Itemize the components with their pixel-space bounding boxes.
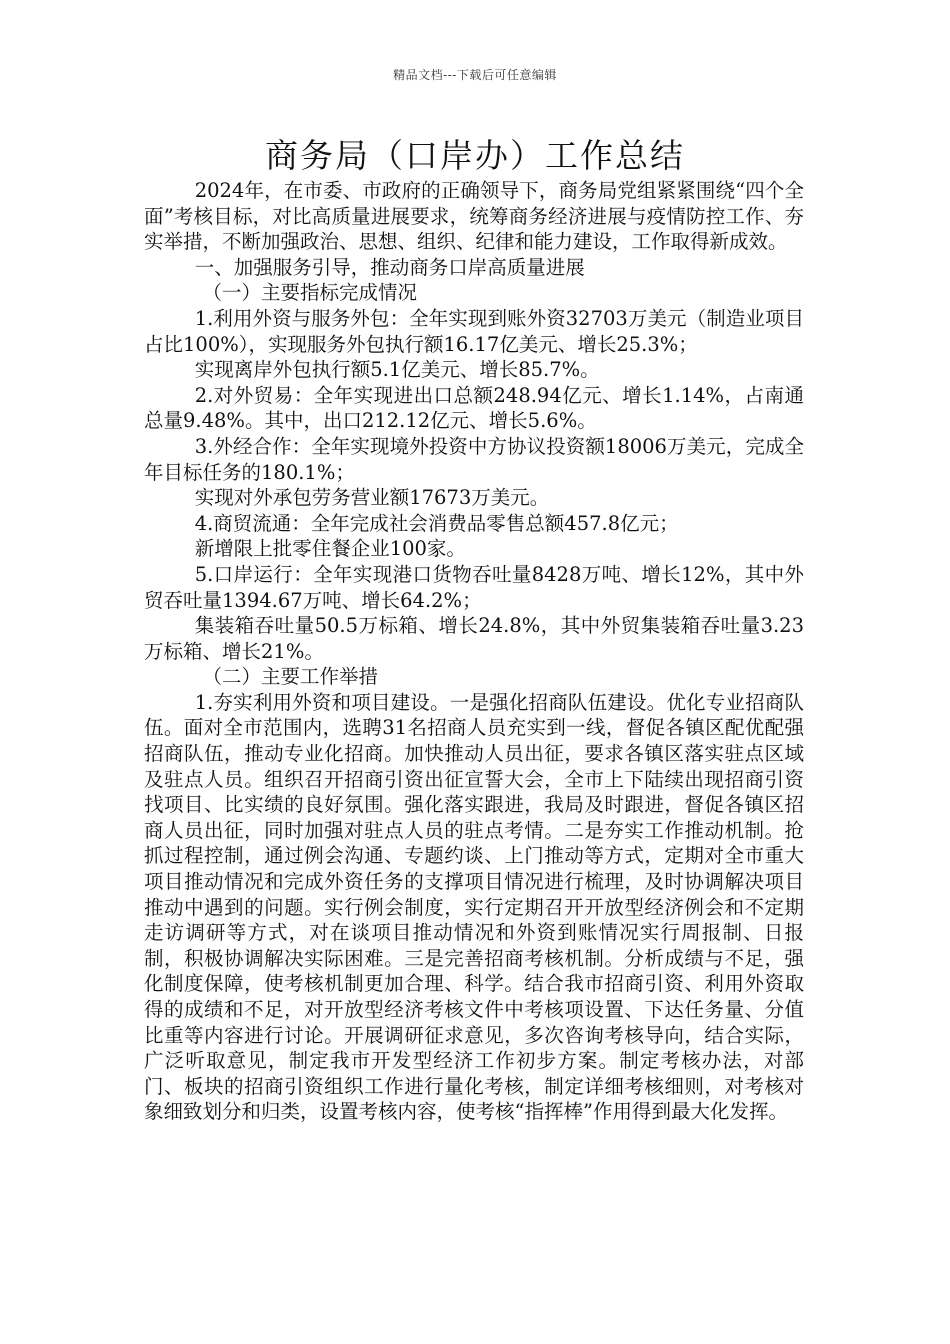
indicator-new-enterprises: 新增限上批零住餐企业100家。: [194, 537, 466, 561]
indicator-foreign-investment: 1.利用外资与服务外包：全年实现到账外资32703万美元（制造业项目占比100%），实现服务外包执行额16.17亿美元、增长25.3%；: [144, 306, 804, 356]
document-title: 商务局（口岸办）工作总结: [265, 136, 685, 175]
indicator-foreign-trade: 2.对外贸易：全年实现进出口总额248.94亿元、增长1.14%，占南通总量9.48%。其中，出口212.12亿元、增长5.6%。: [144, 383, 804, 433]
section-heading-1: 一、加强服务引导，推动商务口岸高质量进展: [194, 255, 585, 279]
page-header-note: 精品文档---下载后可任意编辑: [393, 68, 557, 82]
indicator-economic-cooperation: 3.外经合作：全年实现境外投资中方协议投资额18006万美元，完成全年目标任务的180.1%；: [144, 434, 804, 484]
subsection-heading-1: （一）主要指标完成情况: [202, 281, 418, 305]
indicator-port-operation: 5.口岸运行：全年实现港口货物吞吐量8428万吨、增长12%，其中外贸吞吐量1394.67万吨、增长64.2%；: [144, 562, 804, 612]
indicator-container-throughput: 集装箱吞吐量50.5万标箱、增长24.8%，其中外贸集装箱吞吐量3.23万标箱、增长21%。: [144, 614, 804, 663]
indicator-offshore-outsourcing: 实现离岸外包执行额5.1亿美元、增长85.7%。: [194, 358, 600, 382]
indicator-commerce: 4.商贸流通：全年完成社会消费品零售总额457.8亿元；: [194, 511, 679, 535]
indicator-contract-labor: 实现对外承包劳务营业额17673万美元。: [194, 486, 550, 510]
work-measures-paragraph: 1.夯实利用外资和项目建设。一是强化招商队伍建设。优化专业招商队伍。面对全市范围内，选聘31名招商人员充实到一线，督促各镇区配优配强招商队伍，推动专业化招商。加快推动人员出征，要求各镇区落实驻点区域及驻点人员。组织召开招商引资出征宣誓大会，全市上下陆续出现招商引资找项目、比实绩的良好氛围。强化落实跟进，我局及时跟进，督促各镇区招商人员出征，同时加强对驻点人员的驻点考情。二是夯实工作推动机制。抢抓过程控制，通过例会沟通、专题约谈、上门推动等方式，定期对全市重大项目推动情况和完成外资任务的支撑项目情况进行梳理，及时协调解决项目推动中遇到的问题。实行例会制度，实行定期召开开放型经济例会和不定期走访调研等方式，对在谈项目推动情况和外资到账情况实行周报制、日报制，积极协调解决实际困难。三是完善招商考核机制。分析成绩与不足，强化制度保障，使考核机制更加合理、科学。结合我市招商引资、利用外资取得的成绩和不足，对开放型经济考核文件中考核项设置、下达任务量、分值比重等内容进行讨论。开展调研征求意见，多次咨询考核导向，结合实际，广泛听取意见，制定我市开发型经济工作初步方案。制定考核办法，对部门、板块的招商引资组织工作进行量化考核，制定详细考核细则，对考核对象细致划分和归类，设置考核内容，使考核“指挥棒”作用得到最大化发挥。: [144, 690, 804, 1124]
document-body: [144, 178, 804, 1125]
subsection-heading-2: （二）主要工作举措: [202, 665, 379, 689]
intro-paragraph: 2024年，在市委、市政府的正确领导下，商务局党组紧紧围绕“四个全面”考核目标，对比高质量进展要求，统筹商务经济进展与疫情防控工作、夯实举措，不断加强政治、思想、组织、纪律和能力建设，工作取得新成效。: [144, 179, 804, 254]
